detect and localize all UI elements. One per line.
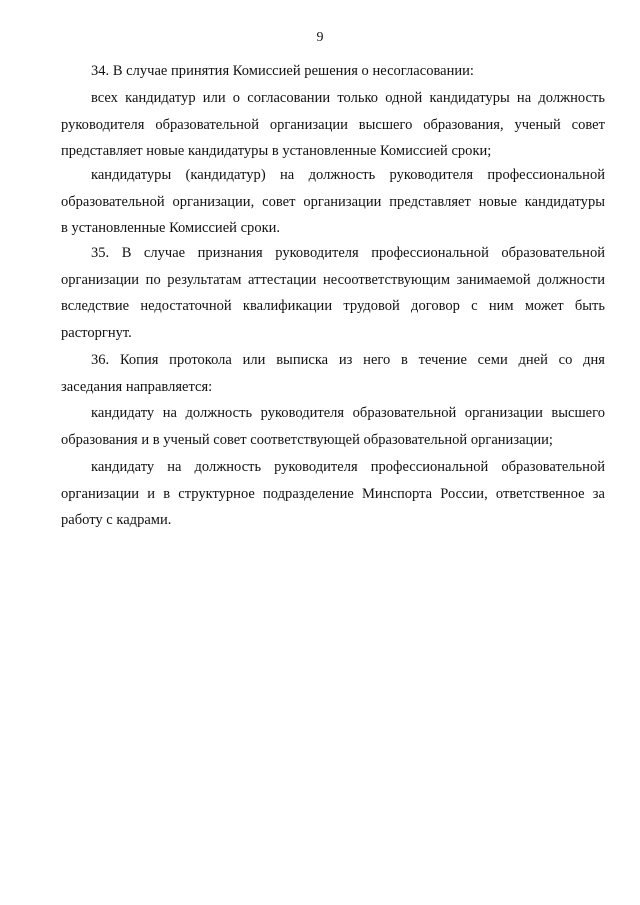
text-line: всех кандидатур или о согласовании только одной кандидатуры на должность (91, 90, 605, 106)
text-line: образовательной организации, совет организации представляет новые кандидатуры (61, 193, 605, 210)
text-line: работу с кадрами. (61, 512, 172, 528)
text-line: 36. Копия протокола или выписка из него в течение семи дней со дня (91, 352, 605, 368)
text-line: организации по результатам аттестации несоответствующим занимаемой должности (61, 271, 605, 288)
text-line: образования и в ученый совет соответствующей образовательной организации; (61, 431, 553, 448)
paragraph-36 (61, 347, 605, 400)
paragraph-34-item-candidates (61, 162, 605, 242)
text-line: в установленные Комиссией сроки. (61, 220, 281, 236)
text-line: расторгнут. (61, 324, 132, 341)
text-line: руководителя образовательной организации высшего образования, ученый совет (61, 116, 605, 133)
text-line: вследствие недостаточной квалификации трудовой договор с ним может быть (61, 298, 605, 314)
paragraph-34-item-all-candidates (61, 85, 605, 165)
text-line: кандидату на должность руководителя образовательной организации высшего (91, 405, 605, 421)
text-line: заседания направляется: (61, 378, 213, 395)
paragraph-35 (61, 240, 605, 346)
text-line: кандидату на должность руководителя профессиональной образовательной (91, 459, 605, 475)
text-line: 35. В случае признания руководителя профессиональной образовательной (91, 245, 605, 261)
text-line: организации и в структурное подразделение Минспорта России, ответственное за (61, 485, 605, 502)
text-line: 34. В случае принятия Комиссией решения о несогласовании: (91, 63, 474, 79)
paragraph-36-item-higher-education (61, 400, 605, 453)
text-line: представляет новые кандидатуры в установленные Комиссией сроки; (61, 143, 492, 159)
paragraph-36-item-professional (61, 454, 605, 534)
paragraph-34-intro (61, 58, 605, 85)
text-line: кандидатуры (кандидатур) на должность руководителя профессиональной (91, 167, 605, 183)
page-number: 9 (316, 30, 324, 45)
